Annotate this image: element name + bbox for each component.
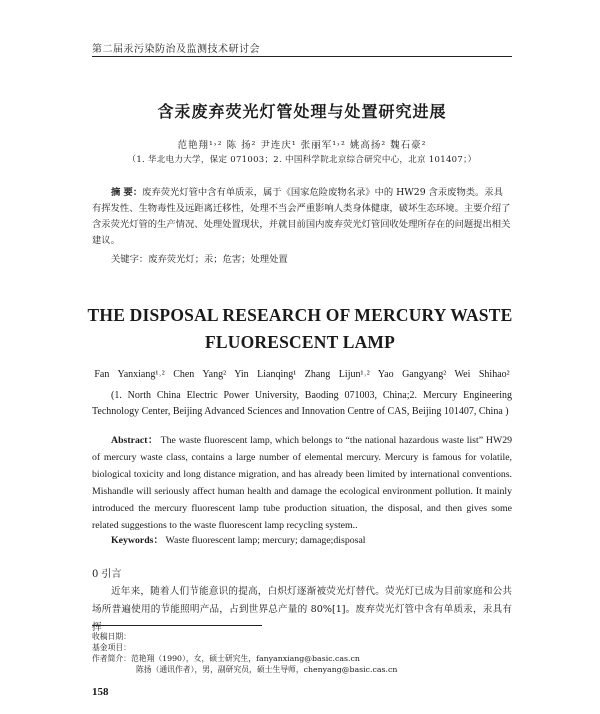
footnote-fund: 基金项目： (92, 643, 131, 652)
chinese-abstract (92, 185, 512, 249)
english-abstract-text: The waste fluorescent lamp, which belongs to “the national hazardous waste list” HW29 of mercury waste class, contains a large number of elemental mercury. Mercury is famous for volatile, biological toxicity and long distance migration, and has already been limited by international conventions. Mishandle will seriously affect human health and damage the ecological environment pollution. It mainly introduced the mercury fluorescent lamp tube production situation, the disposal, and then gives some related suggestions to the waste fluorescent lamp recycling system.. (92, 435, 512, 531)
chinese-keywords (111, 251, 511, 265)
body-paragraph: 近年来，随着人们节能意识的提高，白炽灯逐渐被荧光灯替代。荧光灯已成为目前家庭和公共场所普遍使用的节能照明产品，占到世界总产量的 80%[1]。废弃荧光灯管中含有单质汞，汞具有挥 (92, 586, 512, 633)
chinese-keywords-text: 废弃荧光灯；汞；危害；处理处置 (148, 254, 288, 265)
running-head: 第二届汞污染防治及监测技术研讨会 (92, 44, 260, 55)
chinese-authors: 范艳翔¹˒² 陈 扬² 尹连庆¹ 张丽军¹˒² 姚高扬² 魏石豪² (177, 140, 427, 151)
chinese-abstract-text: 废弃荧光灯管中含有单质汞，属于《国家危险废物名录》中的 HW29 含汞废物类。汞具有挥发性、生物毒性及远距离迁移性，处理不当会严重影响人类身体健康，破坏生态环境。主要介绍了含汞荧光灯管的生产情况、处理处置现状，并就目前国内废弃荧光灯管回收处理所存在的问题提出相关建议。 (92, 187, 511, 246)
english-title-line-2: FLUORESCENT LAMP (204, 332, 396, 352)
english-authors: Fan Yanxiang¹˒² Chen Yang² Yin Lianqing¹ Zhang Lijun¹˒² Yao Gangyang² Wei Shihao² (94, 369, 510, 380)
chinese-affiliation: （1. 华北电力大学，保定 071003；2. 中国科学院北京综合研究中心，北京 101407；） (127, 155, 477, 165)
chinese-keywords-label: 关键字： (111, 254, 149, 265)
english-keywords-text: Waste fluorescent lamp; mercury; damage;disposal (165, 535, 366, 546)
footnote-rule (92, 625, 262, 626)
footnote-author-intro: 作者简介：范艳翔（1990），女，硕士研究生，fanyanxiang@basic.cas.cn (92, 654, 360, 663)
chinese-title: 含汞废弃荧光灯管处理与处置研究进展 (157, 102, 447, 121)
section-heading: 0 引言 (92, 569, 122, 580)
footnotes (92, 631, 512, 675)
english-abstract (92, 432, 512, 534)
footnote-received: 收稿日期： (92, 632, 131, 641)
english-abstract-label: Abstract： (111, 435, 158, 446)
english-title (72, 302, 528, 356)
english-title-line-1: THE DISPOSAL RESEARCH OF MERCURY WASTE (87, 305, 513, 325)
footnote-corresponding: 陈扬（通讯作者），男，副研究员，硕士生导师，chenyang@basic.cas.cn (136, 665, 398, 674)
english-keywords (111, 532, 511, 546)
english-affiliation: (1. North China Electric Power University, Baoding 071003, China;2. Mercury Engineering Technology Center, Beijing Advanced Sciences and Innovation Centre of CAS, Beijing 101407, China ) (92, 390, 512, 417)
page-number: 158 (92, 686, 109, 698)
header-rule (92, 56, 512, 57)
chinese-abstract-label: 摘 要： (111, 187, 143, 198)
english-keywords-label: Keywords： (111, 535, 164, 546)
